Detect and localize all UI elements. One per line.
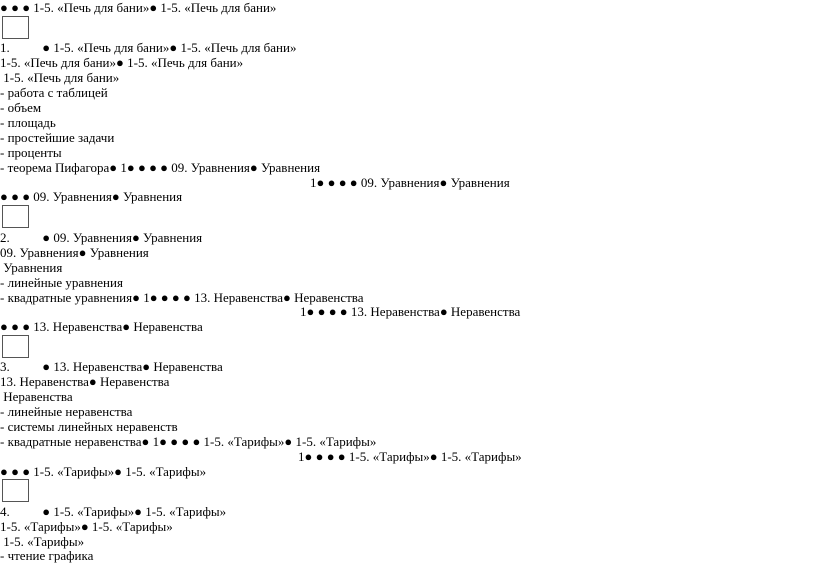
text-line: - чтение графика: [0, 548, 94, 563]
text-line: 1-5. «Печь для бани»: [0, 70, 120, 85]
text-line: - простейшие задачи: [0, 130, 115, 145]
text-line: 09. Уравнения● Уравнения: [0, 245, 149, 260]
text-line: ● ● ● 1-5. «Печь для бани»● 1-5. «Печь для бани»: [0, 0, 277, 15]
text-line: 1● ● ● ● 1-5. «Тарифы»● 1-5. «Тарифы»: [298, 449, 522, 464]
text-line: ● ● ● 13. Неравенства● Неравенства: [0, 319, 203, 334]
text-line: 1-5. «Тарифы»● 1-5. «Тарифы»: [0, 519, 173, 534]
text-line: Неравенства: [0, 389, 73, 404]
text-line: - площадь: [0, 115, 56, 130]
text-line: 1● ● ● ● 09. Уравнения● Уравнения: [310, 175, 510, 190]
empty-box: [2, 335, 29, 358]
text-line: - квадратные уравнения● 1● ● ● ● 13. Неравенства● Неравенства: [0, 290, 364, 305]
text-line: ● ● ● 1-5. «Тарифы»● 1-5. «Тарифы»: [0, 464, 207, 479]
empty-box: [2, 479, 29, 502]
text-line: 2. ● 09. Уравнения● Уравнения: [0, 230, 203, 245]
text-line: - системы линейных неравенств: [0, 419, 178, 434]
text-line: 3. ● 13. Неравенства● Неравенства: [0, 359, 223, 374]
text-line: - линейные уравнения: [0, 275, 123, 290]
text-line: 1. ● 1-5. «Печь для бани»● 1-5. «Печь для бани»: [0, 40, 297, 55]
text-line: - работа с таблицей: [0, 85, 108, 100]
text-line: 1-5. «Печь для бани»● 1-5. «Печь для бани»: [0, 55, 244, 70]
text-line: 1-5. «Тарифы»: [0, 534, 85, 549]
text-line: Уравнения: [0, 260, 63, 275]
text-line: ● ● ● 09. Уравнения● Уравнения: [0, 189, 183, 204]
text-line: - проценты: [0, 145, 62, 160]
text-line: - квадратные неравенства● 1● ● ● ● 1-5. «Тарифы»● 1-5. «Тарифы»: [0, 434, 377, 449]
text-line: 13. Неравенства● Неравенства: [0, 374, 170, 389]
text-line: - линейные неравенства: [0, 404, 133, 419]
text-line: 4. ● 1-5. «Тарифы»● 1-5. «Тарифы»: [0, 504, 227, 519]
text-line: - теорема Пифагора● 1● ● ● ● 09. Уравнения● Уравнения: [0, 160, 321, 175]
empty-box: [2, 16, 29, 39]
text-line: - объем: [0, 100, 42, 115]
text-line: 1● ● ● ● 13. Неравенства● Неравенства: [300, 304, 521, 319]
empty-box: [2, 205, 29, 228]
